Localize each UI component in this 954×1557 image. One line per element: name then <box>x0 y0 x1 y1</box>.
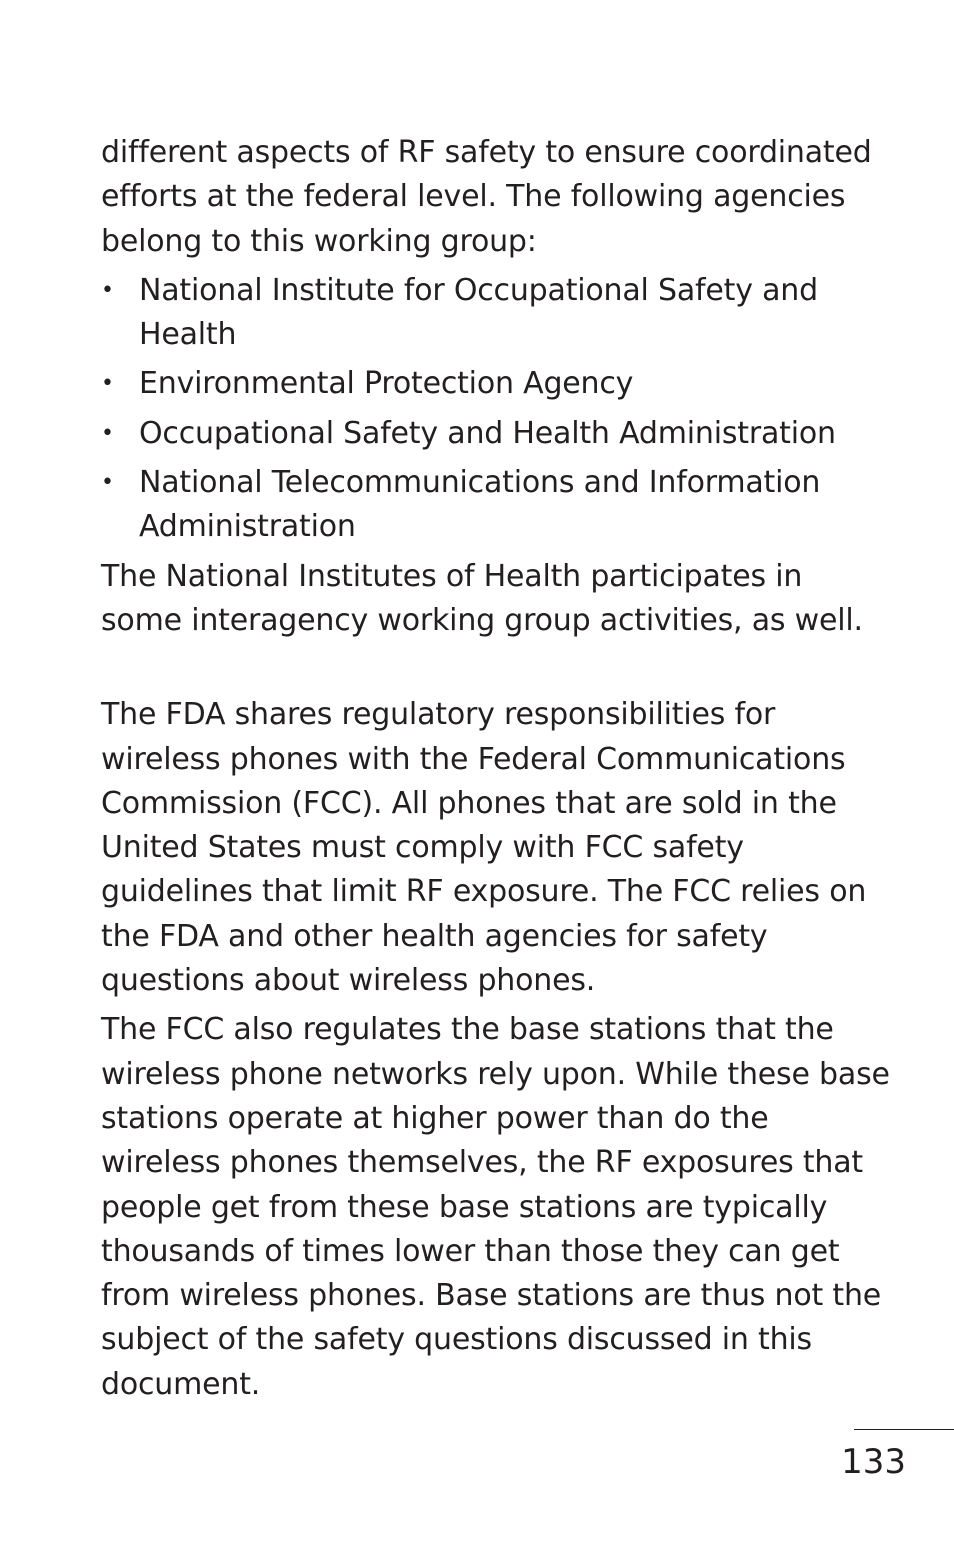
page-body <box>101 131 891 1407</box>
agency-list <box>101 269 891 550</box>
fda-paragraph: The FDA shares regulatory responsibilities for wireless phones with the Federal Communications Commission (FCC). All phones that are sold in the United States must comply with FCC safety guidelines that limit RF exposure. The FCC relies on the FDA and other health agencies for safety questions about wireless phones. <box>101 697 867 999</box>
list-item: • Occupational Safety and Health Administration <box>101 412 891 456</box>
page-number: 133 <box>841 1442 906 1482</box>
intro-paragraph: different aspects of RF safety to ensure coordinated efforts at the federal level. The following agencies belong to this working group: <box>101 135 872 259</box>
nih-paragraph: The National Institutes of Health participates in some interagency working group activities, as well. <box>101 558 863 638</box>
fcc-paragraph: The FCC also regulates the base stations that the wireless phone networks rely upon. While these base stations operate at higher power than do the wireless phones themselves, the RF exposures that people get from these base stations are typically thousands of times lower than those they can get from wireless phones. Base stations are thus not the subject of the safety questions discussed in this document. <box>101 1012 890 1402</box>
list-item: • Environmental Protection Agency <box>101 362 891 406</box>
list-item: • National Telecommunications and Information Administration <box>101 461 891 550</box>
section-spacer <box>101 643 891 693</box>
footer-divider <box>854 1429 954 1430</box>
list-item: • National Institute for Occupational Safety and Health <box>101 269 891 358</box>
